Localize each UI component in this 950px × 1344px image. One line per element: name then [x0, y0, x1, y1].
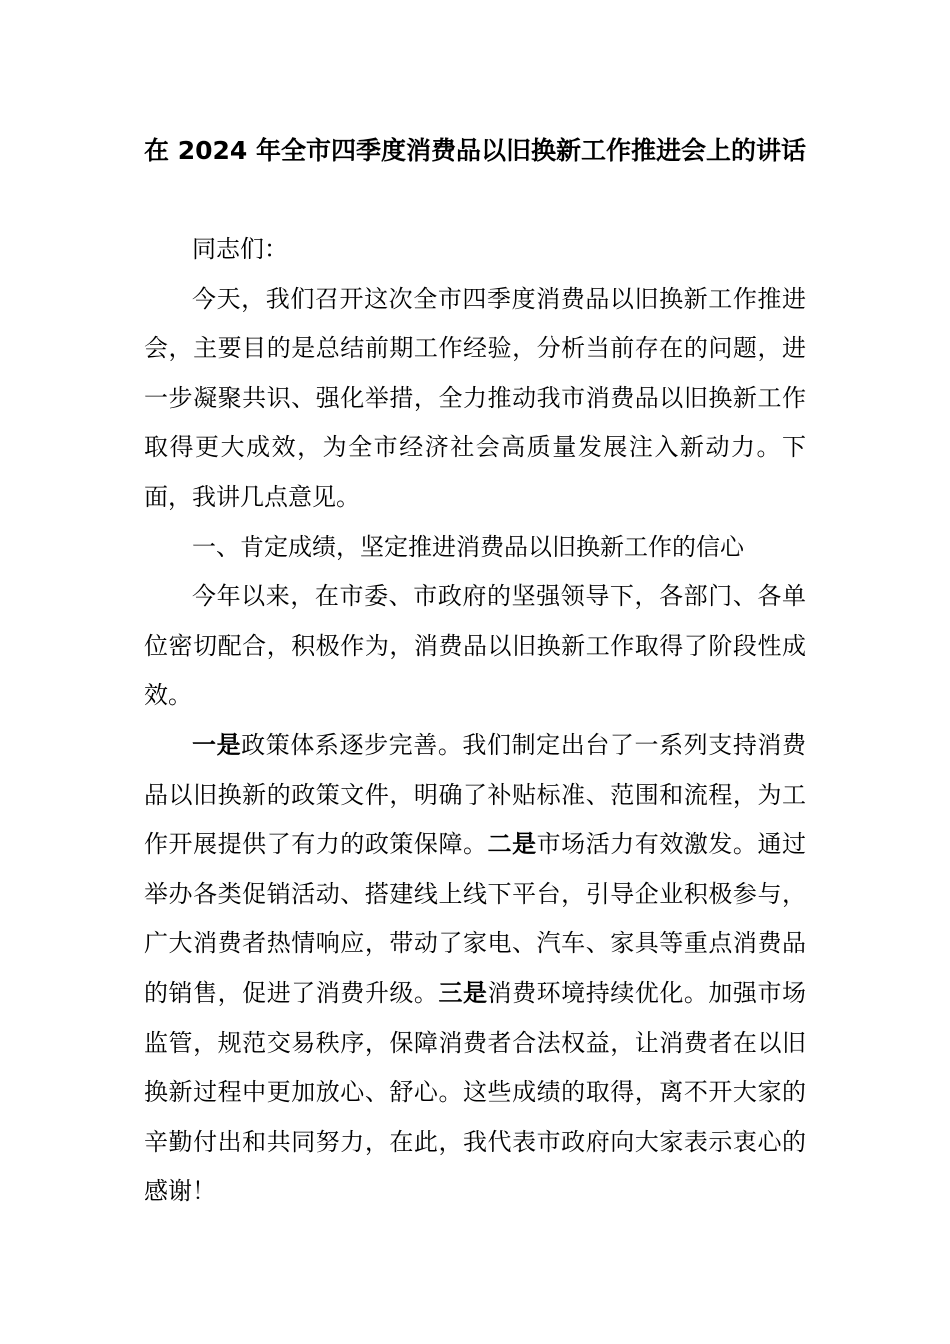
point-lead: 一是 — [192, 730, 242, 759]
salutation: 同志们： — [192, 235, 288, 263]
point-lead: 二是 — [487, 830, 537, 859]
achievements-paragraph — [144, 721, 806, 1217]
point-text: 市场活力有效激发。通过举办各类促销活动、搭建线上线下平台，引导企业积极参与，广大消费者热情响应，带动了家电、汽车、家具等重点消费品的销售，促进了消费升级。 — [144, 830, 807, 1007]
document-body — [144, 225, 806, 1217]
section-paragraph: 今年以来，在市委、市政府的坚强领导下，各部门、各单位密切配合，积极作为，消费品以旧换新工作取得了阶段性成效。 — [144, 582, 806, 710]
intro-paragraph: 今天，我们召开这次全市四季度消费品以旧换新工作推进会，主要目的是总结前期工作经验，分析当前存在的问题，进一步凝聚共识、强化举措，全力推动我市消费品以旧换新工作取得更大成效，为全市经济社会高质量发展注入新动力。下面，我讲几点意见。 — [144, 284, 806, 511]
document-title: 在 2024 年全市四季度消费品以旧换新工作推进会上的讲话 — [144, 136, 806, 165]
point-lead: 三是 — [438, 978, 488, 1007]
point-text: 政策体系逐步完善。我们制定出台了一系列支持消费品以旧换新的政策文件，明确了补贴标准、范围和流程，为工作开展提供了有力的政策保障。 — [144, 730, 807, 859]
section-heading: 一、肯定成绩，坚定推进消费品以旧换新工作的信心 — [192, 532, 744, 561]
point-text: 消费环境持续优化。加强市场监管，规范交易秩序，保障消费者合法权益，让消费者在以旧换新过程中更加放心、舒心。这些成绩的取得，离不开大家的辛勤付出和共同努力，在此，我代表市政府向大家表示衷心的感谢！ — [144, 978, 807, 1206]
